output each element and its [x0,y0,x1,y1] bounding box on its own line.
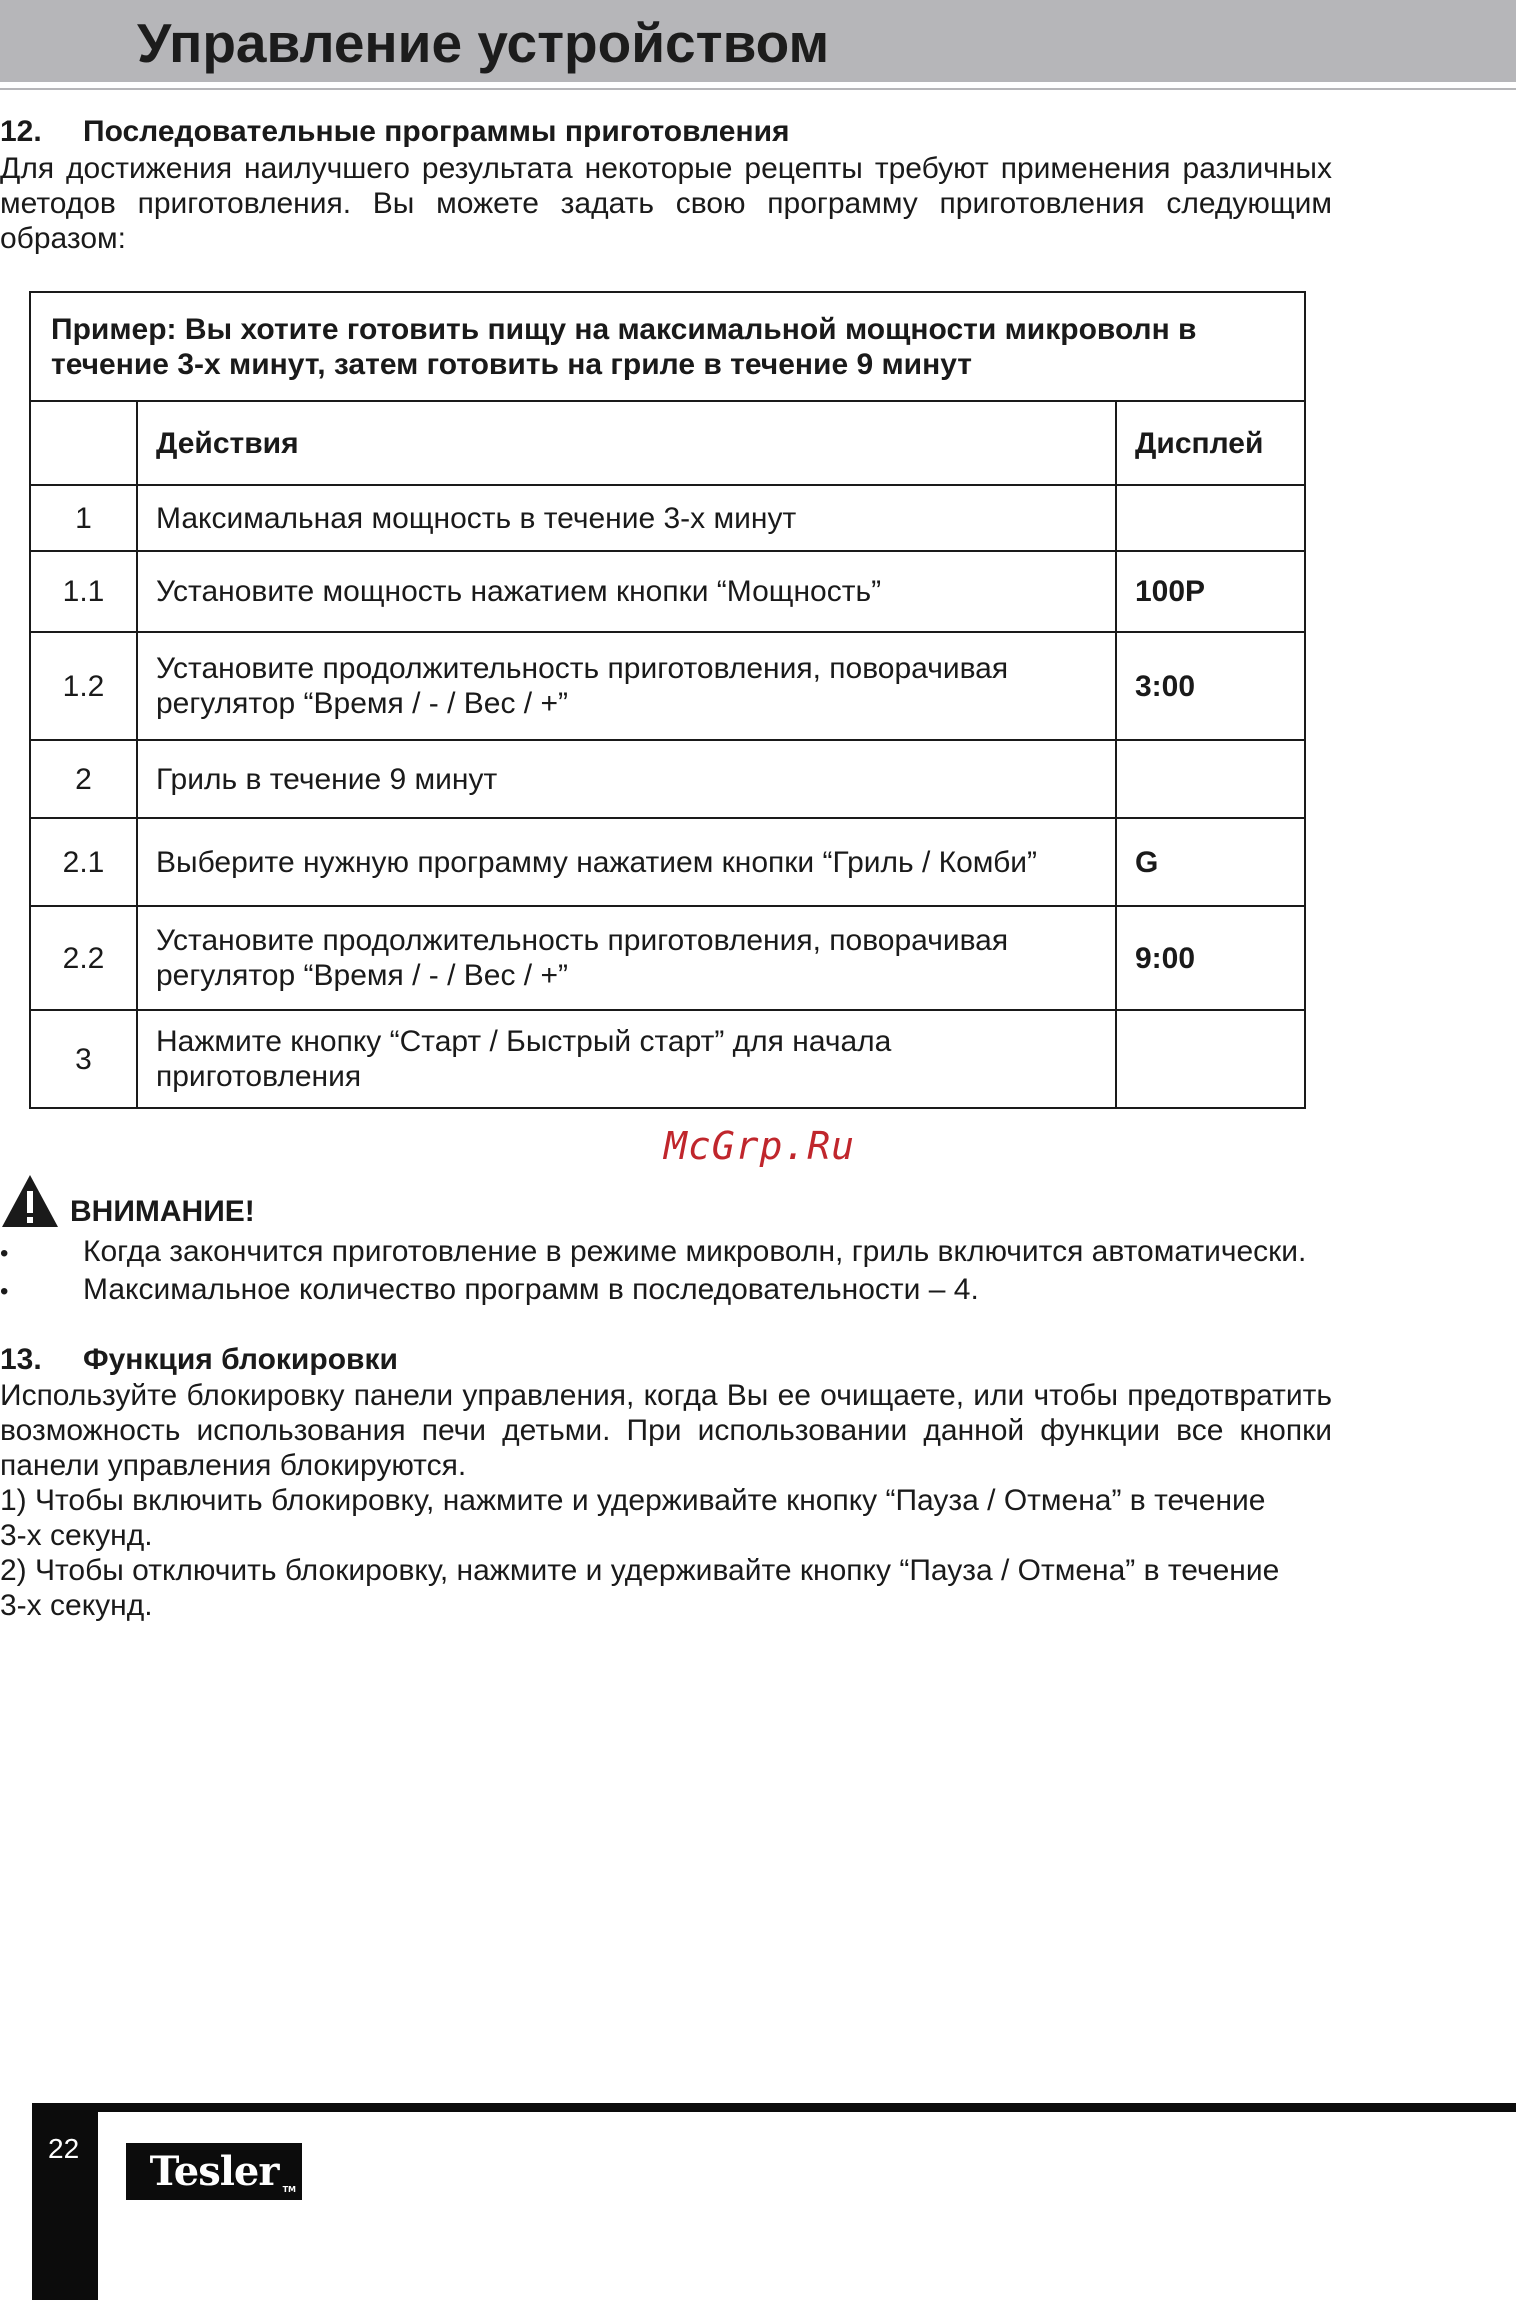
logo-trademark: TM [282,2185,296,2194]
step-number: 2.2 [30,906,137,1010]
bullet-dot: • [0,1240,9,1267]
step-action: Установите продолжительность приготовления, поворачивая регулятор “Время / - / Вес / +” [137,632,1116,740]
step-number: 2 [30,740,137,818]
warning-bullet [0,1235,1306,1269]
step-action: Гриль в течение 9 минут [137,740,1116,818]
table-row [30,485,1305,551]
lock-step-2: 2) Чтобы отключить блокировку, нажмите и удерживайте кнопку “Пауза / Отмена” в течение [0,1554,1280,1587]
logo-text: Tesler [149,2148,279,2195]
page-title: Управление устройством [137,12,830,74]
table-caption: Пример: Вы хотите готовить пищу на максимальной мощности микроволн в течение 3-х минут, затем готовить на гриле в течение 9 минут [30,292,1305,401]
lock-step-1: 1) Чтобы включить блокировку, нажмите и удерживайте кнопку “Пауза / Отмена” в течение [0,1484,1266,1517]
section-12-intro: Для достижения наилучшего результата некоторые рецепты требуют применения различных методов приготовления. Вы можете задать свою программу приготовления следующим образом: [0,152,1332,255]
section-13-intro: Используйте блокировку панели управления, когда Вы ее очищаете, или чтобы предотвратить возможность использования печи детьми. При использовании данной функции все кнопки панели управления блокируются. [0,1379,1332,1482]
bullet-text: Когда закончится приготовление в режиме микроволн, гриль включится автоматически. [83,1235,1307,1268]
table-row [30,906,1305,1010]
page-number: 22 [48,2133,80,2164]
warning-title: ВНИМАНИЕ! [70,1195,255,1228]
step-display: G [1116,818,1305,906]
header-display: Дисплей [1116,401,1305,485]
section-13-title: Функция блокировки [83,1343,398,1376]
step-action: Максимальная мощность в течение 3-х минут [137,485,1116,551]
header-divider [0,88,1516,90]
section-12-heading [0,115,790,149]
step-action: Нажмите кнопку “Старт / Быстрый старт” для начала приготовления [137,1010,1116,1108]
lock-step-1-cont: 3-х секунд. [0,1519,153,1552]
header-actions: Действия [137,401,1116,485]
section-13-heading [0,1343,398,1377]
step-display: 3:00 [1116,632,1305,740]
header-step-cell [30,401,137,485]
lock-step-2-cont: 3-х секунд. [0,1589,153,1622]
example-table [29,291,1306,1109]
watermark: McGrp.Ru [664,1124,856,1168]
step-display: 9:00 [1116,906,1305,1010]
step-action: Установите мощность нажатием кнопки “Мощность” [137,551,1116,632]
step-display [1116,1010,1305,1108]
table-row [30,740,1305,818]
footer-rule [32,2103,1516,2112]
table-row [30,632,1305,740]
section-12-title: Последовательные программы приготовления [83,115,790,148]
step-number: 1.2 [30,632,137,740]
section-13-number: 13. [0,1343,42,1376]
step-display [1116,485,1305,551]
table-header-row [30,401,1305,485]
tesler-logo [126,2143,302,2200]
step-number: 1 [30,485,137,551]
step-number: 3 [30,1010,137,1108]
step-display [1116,740,1305,818]
step-number: 1.1 [30,551,137,632]
table-row [30,551,1305,632]
bullet-dot: • [0,1278,9,1305]
table-caption-row [30,292,1305,401]
warning-icon [0,1173,60,1229]
section-12-number: 12. [0,115,42,148]
bullet-text: Максимальное количество программ в последовательности – 4. [83,1273,979,1306]
table-row [30,1010,1305,1108]
step-number: 2.1 [30,818,137,906]
step-display: 100P [1116,551,1305,632]
table-row [30,818,1305,906]
step-action: Установите продолжительность приготовления, поворачивая регулятор “Время / - / Вес / +” [137,906,1116,1010]
warning-bullet [0,1273,979,1307]
step-action: Выберите нужную программу нажатием кнопки “Гриль / Комби” [137,818,1116,906]
